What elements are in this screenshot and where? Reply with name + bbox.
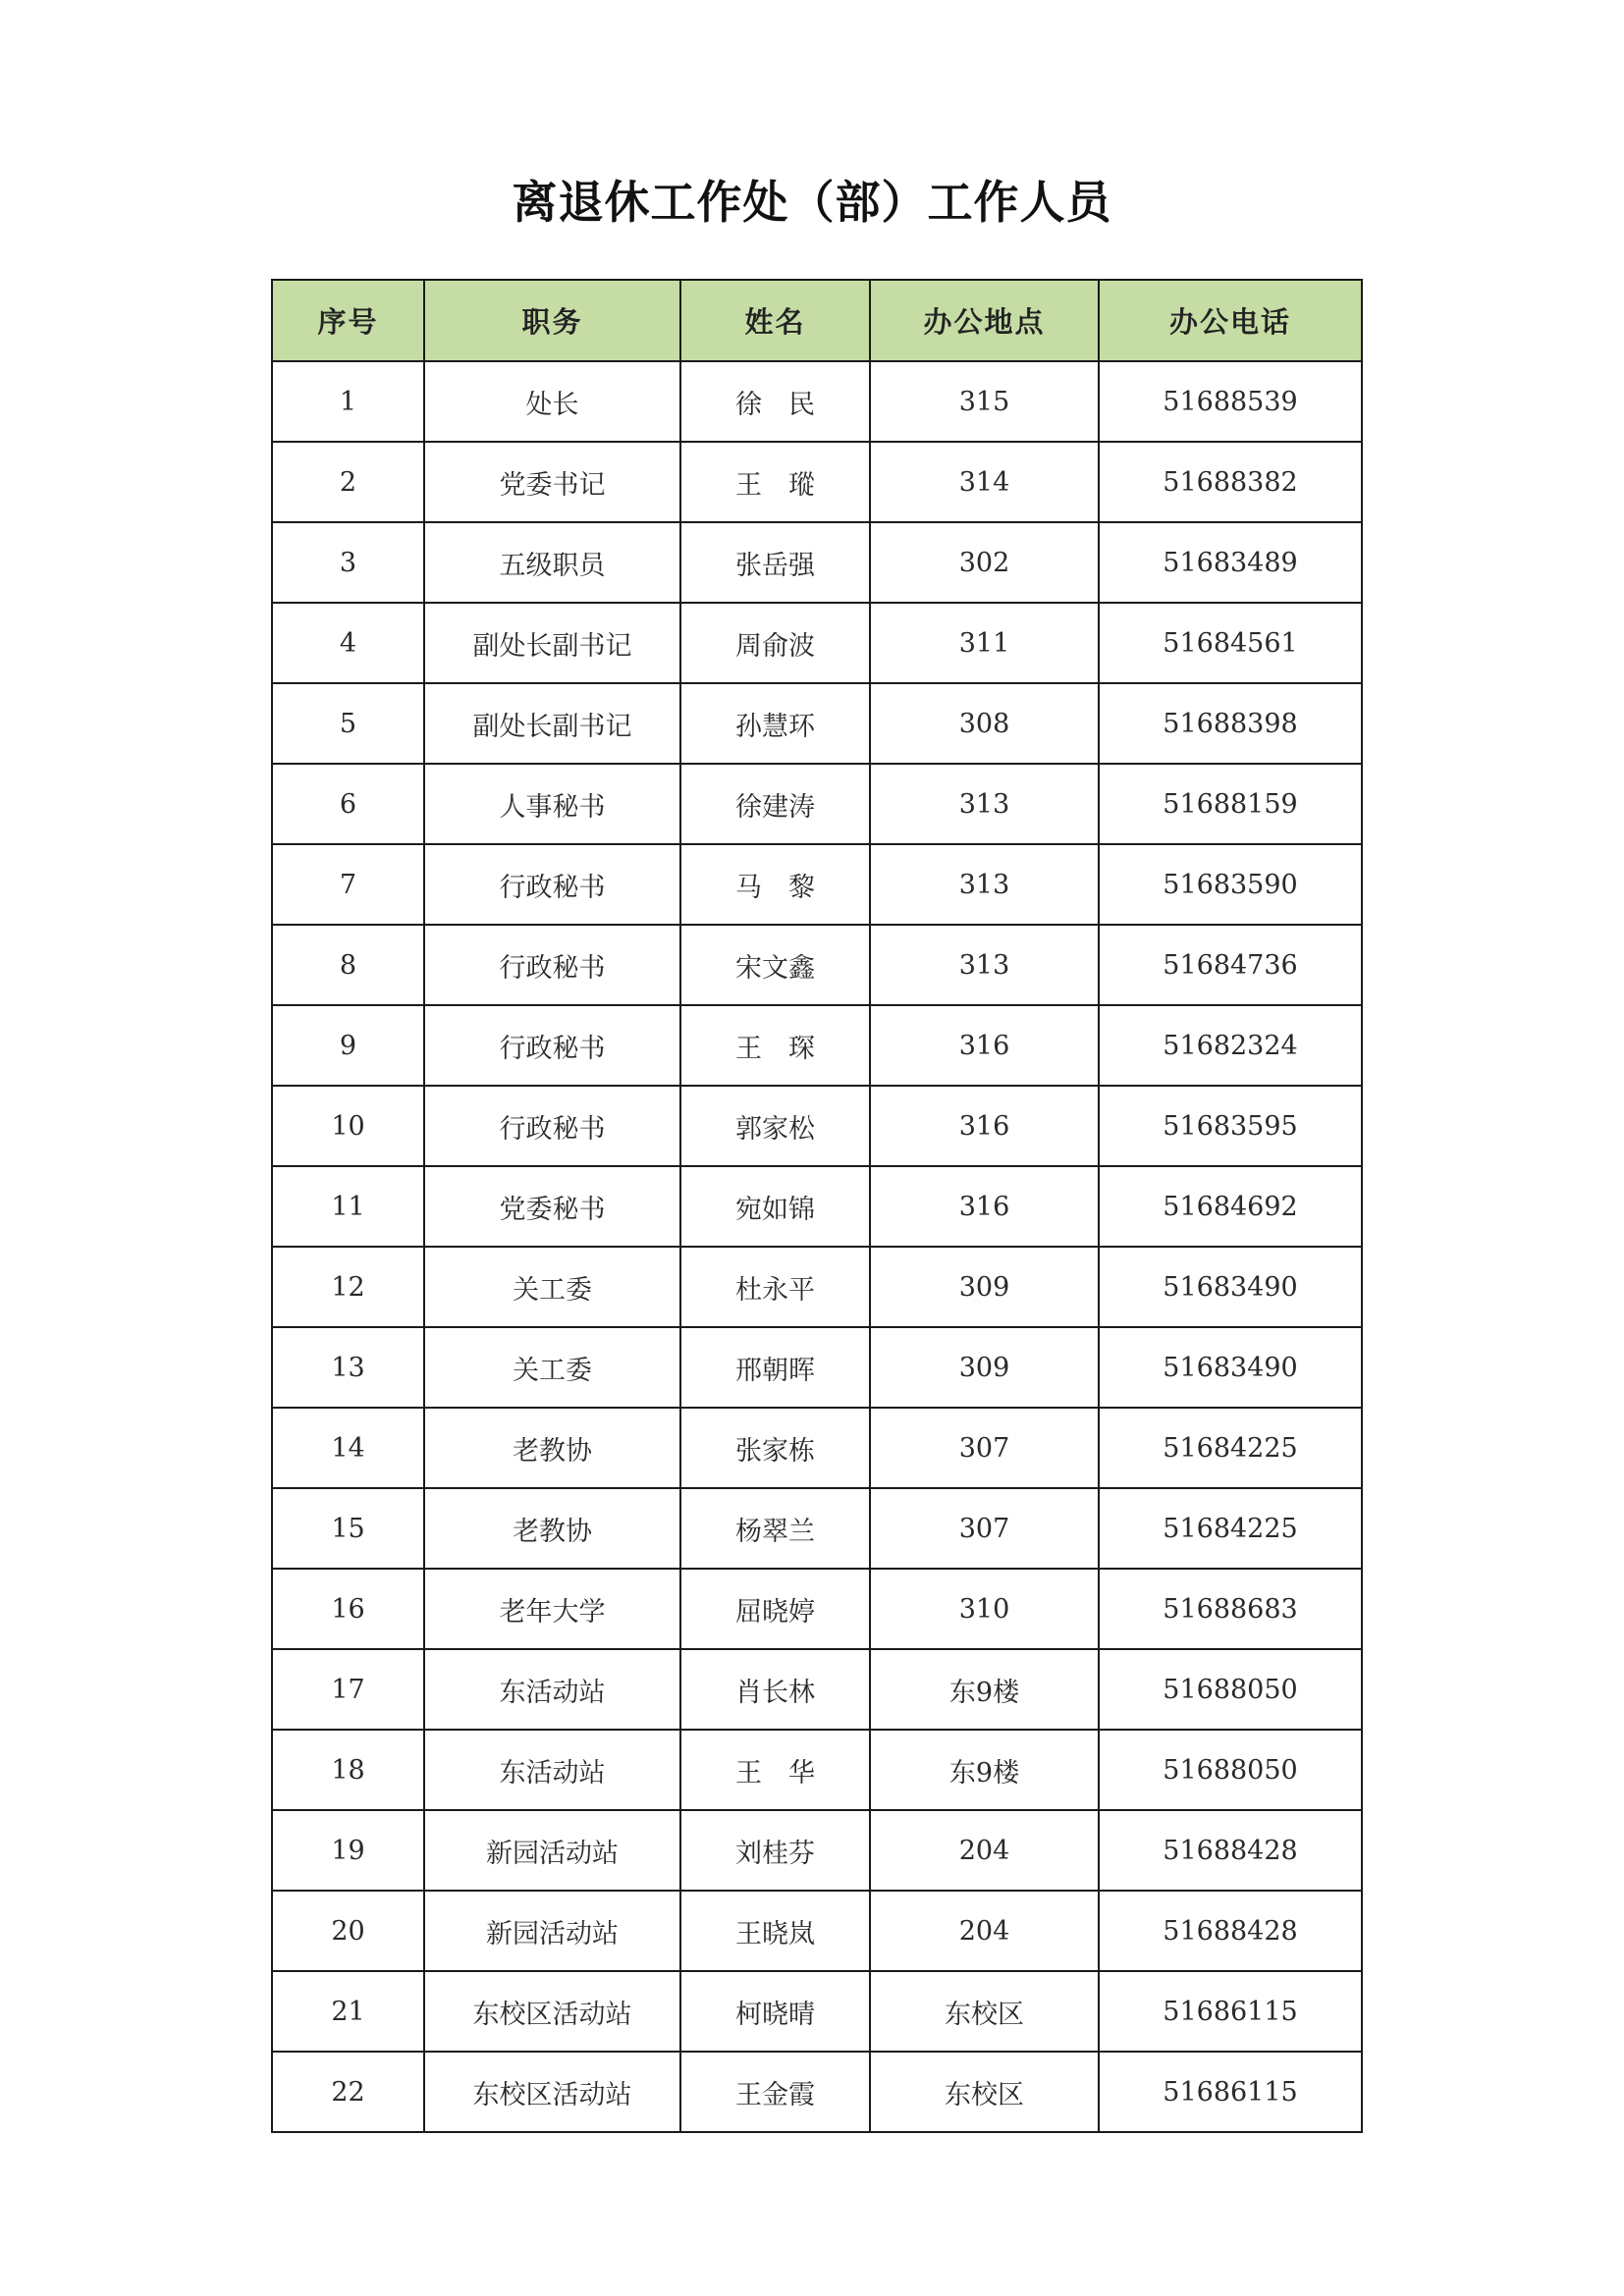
table-body (272, 361, 1362, 2132)
cell-number: 17 (272, 1649, 424, 1730)
cell-position: 处长 (424, 361, 680, 442)
cell-position: 东活动站 (424, 1730, 680, 1810)
table-row (272, 1166, 1362, 1247)
cell-office: 314 (870, 442, 1099, 522)
table-row (272, 603, 1362, 683)
cell-name: 柯晓晴 (680, 1971, 870, 2052)
cell-number: 20 (272, 1891, 424, 1971)
column-header-name: 姓名 (680, 280, 870, 361)
column-header-position: 职务 (424, 280, 680, 361)
cell-office: 309 (870, 1247, 1099, 1327)
cell-position: 行政秘书 (424, 1005, 680, 1086)
cell-office: 316 (870, 1086, 1099, 1166)
cell-number: 10 (272, 1086, 424, 1166)
cell-name: 宛如锦 (680, 1166, 870, 1247)
cell-office: 316 (870, 1005, 1099, 1086)
cell-name: 徐建涛 (680, 764, 870, 844)
cell-phone: 51683490 (1099, 1247, 1362, 1327)
cell-name: 屈晓婷 (680, 1569, 870, 1649)
table-row (272, 442, 1362, 522)
cell-position: 行政秘书 (424, 844, 680, 925)
cell-name: 王金霞 (680, 2052, 870, 2132)
table-header-row (272, 280, 1362, 361)
cell-number: 1 (272, 361, 424, 442)
cell-office: 308 (870, 683, 1099, 764)
cell-number: 21 (272, 1971, 424, 2052)
cell-phone: 51686115 (1099, 1971, 1362, 2052)
cell-name: 徐 民 (680, 361, 870, 442)
cell-number: 12 (272, 1247, 424, 1327)
cell-phone: 51688428 (1099, 1810, 1362, 1891)
cell-office: 东9楼 (870, 1649, 1099, 1730)
cell-position: 老年大学 (424, 1569, 680, 1649)
cell-number: 14 (272, 1408, 424, 1488)
cell-number: 4 (272, 603, 424, 683)
cell-number: 11 (272, 1166, 424, 1247)
cell-position: 五级职员 (424, 522, 680, 603)
table-row (272, 1810, 1362, 1891)
cell-number: 7 (272, 844, 424, 925)
table-row (272, 1247, 1362, 1327)
cell-position: 党委书记 (424, 442, 680, 522)
table-row (272, 1086, 1362, 1166)
cell-name: 宋文鑫 (680, 925, 870, 1005)
cell-position: 东校区活动站 (424, 1971, 680, 2052)
cell-number: 9 (272, 1005, 424, 1086)
cell-name: 郭家松 (680, 1086, 870, 1166)
cell-position: 新园活动站 (424, 1810, 680, 1891)
cell-phone: 51688159 (1099, 764, 1362, 844)
cell-position: 人事秘书 (424, 764, 680, 844)
cell-number: 18 (272, 1730, 424, 1810)
cell-phone: 51684225 (1099, 1408, 1362, 1488)
cell-office: 316 (870, 1166, 1099, 1247)
cell-position: 新园活动站 (424, 1891, 680, 1971)
cell-office: 302 (870, 522, 1099, 603)
cell-office: 315 (870, 361, 1099, 442)
cell-phone: 51688050 (1099, 1730, 1362, 1810)
table-row (272, 1569, 1362, 1649)
cell-position: 东校区活动站 (424, 2052, 680, 2132)
cell-position: 老教协 (424, 1408, 680, 1488)
cell-phone: 51688398 (1099, 683, 1362, 764)
cell-number: 8 (272, 925, 424, 1005)
cell-phone: 51682324 (1099, 1005, 1362, 1086)
cell-name: 杜永平 (680, 1247, 870, 1327)
table-row (272, 361, 1362, 442)
cell-office: 东校区 (870, 2052, 1099, 2132)
cell-name: 周俞波 (680, 603, 870, 683)
cell-number: 3 (272, 522, 424, 603)
cell-phone: 51683595 (1099, 1086, 1362, 1166)
table-row (272, 522, 1362, 603)
cell-office: 313 (870, 764, 1099, 844)
cell-number: 19 (272, 1810, 424, 1891)
cell-phone: 51684225 (1099, 1488, 1362, 1569)
cell-position: 老教协 (424, 1488, 680, 1569)
cell-number: 15 (272, 1488, 424, 1569)
cell-number: 22 (272, 2052, 424, 2132)
table-row (272, 1408, 1362, 1488)
cell-position: 党委秘书 (424, 1166, 680, 1247)
column-header-number: 序号 (272, 280, 424, 361)
page-title: 离退休工作处（部）工作人员 (512, 176, 1112, 229)
table-row (272, 1327, 1362, 1408)
cell-position: 东活动站 (424, 1649, 680, 1730)
cell-office: 307 (870, 1488, 1099, 1569)
cell-number: 16 (272, 1569, 424, 1649)
cell-number: 5 (272, 683, 424, 764)
cell-name: 王晓岚 (680, 1891, 870, 1971)
table-row (272, 1730, 1362, 1810)
cell-position: 行政秘书 (424, 1086, 680, 1166)
cell-name: 王 琛 (680, 1005, 870, 1086)
cell-office: 313 (870, 925, 1099, 1005)
column-header-office: 办公地点 (870, 280, 1099, 361)
cell-office: 313 (870, 844, 1099, 925)
table-row (272, 1891, 1362, 1971)
table-row (272, 1488, 1362, 1569)
cell-position: 副处长副书记 (424, 603, 680, 683)
cell-phone: 51688050 (1099, 1649, 1362, 1730)
cell-number: 6 (272, 764, 424, 844)
cell-position: 关工委 (424, 1247, 680, 1327)
cell-phone: 51684736 (1099, 925, 1362, 1005)
cell-number: 2 (272, 442, 424, 522)
cell-position: 副处长副书记 (424, 683, 680, 764)
cell-phone: 51683590 (1099, 844, 1362, 925)
cell-name: 肖长林 (680, 1649, 870, 1730)
cell-phone: 51688428 (1099, 1891, 1362, 1971)
cell-office: 310 (870, 1569, 1099, 1649)
cell-name: 邢朝晖 (680, 1327, 870, 1408)
cell-phone: 51684692 (1099, 1166, 1362, 1247)
cell-name: 孙慧环 (680, 683, 870, 764)
staff-table (271, 279, 1363, 2133)
cell-name: 张岳强 (680, 522, 870, 603)
table-row (272, 925, 1362, 1005)
cell-office: 204 (870, 1810, 1099, 1891)
cell-office: 204 (870, 1891, 1099, 1971)
cell-phone: 51683490 (1099, 1327, 1362, 1408)
table-row (272, 2052, 1362, 2132)
table-row (272, 1649, 1362, 1730)
cell-name: 马 黎 (680, 844, 870, 925)
table-row (272, 1005, 1362, 1086)
cell-name: 王 华 (680, 1730, 870, 1810)
cell-number: 13 (272, 1327, 424, 1408)
cell-office: 307 (870, 1408, 1099, 1488)
cell-name: 张家栋 (680, 1408, 870, 1488)
cell-position: 关工委 (424, 1327, 680, 1408)
cell-phone: 51684561 (1099, 603, 1362, 683)
cell-name: 刘桂芬 (680, 1810, 870, 1891)
cell-office: 东9楼 (870, 1730, 1099, 1810)
cell-phone: 51686115 (1099, 2052, 1362, 2132)
cell-phone: 51683489 (1099, 522, 1362, 603)
column-header-phone: 办公电话 (1099, 280, 1362, 361)
cell-name: 杨翠兰 (680, 1488, 870, 1569)
table-row (272, 764, 1362, 844)
cell-phone: 51688539 (1099, 361, 1362, 442)
table-row (272, 683, 1362, 764)
cell-office: 309 (870, 1327, 1099, 1408)
cell-phone: 51688683 (1099, 1569, 1362, 1649)
cell-phone: 51688382 (1099, 442, 1362, 522)
cell-position: 行政秘书 (424, 925, 680, 1005)
table-row (272, 1971, 1362, 2052)
cell-office: 311 (870, 603, 1099, 683)
cell-name: 王 瑽 (680, 442, 870, 522)
cell-office: 东校区 (870, 1971, 1099, 2052)
table-row (272, 844, 1362, 925)
